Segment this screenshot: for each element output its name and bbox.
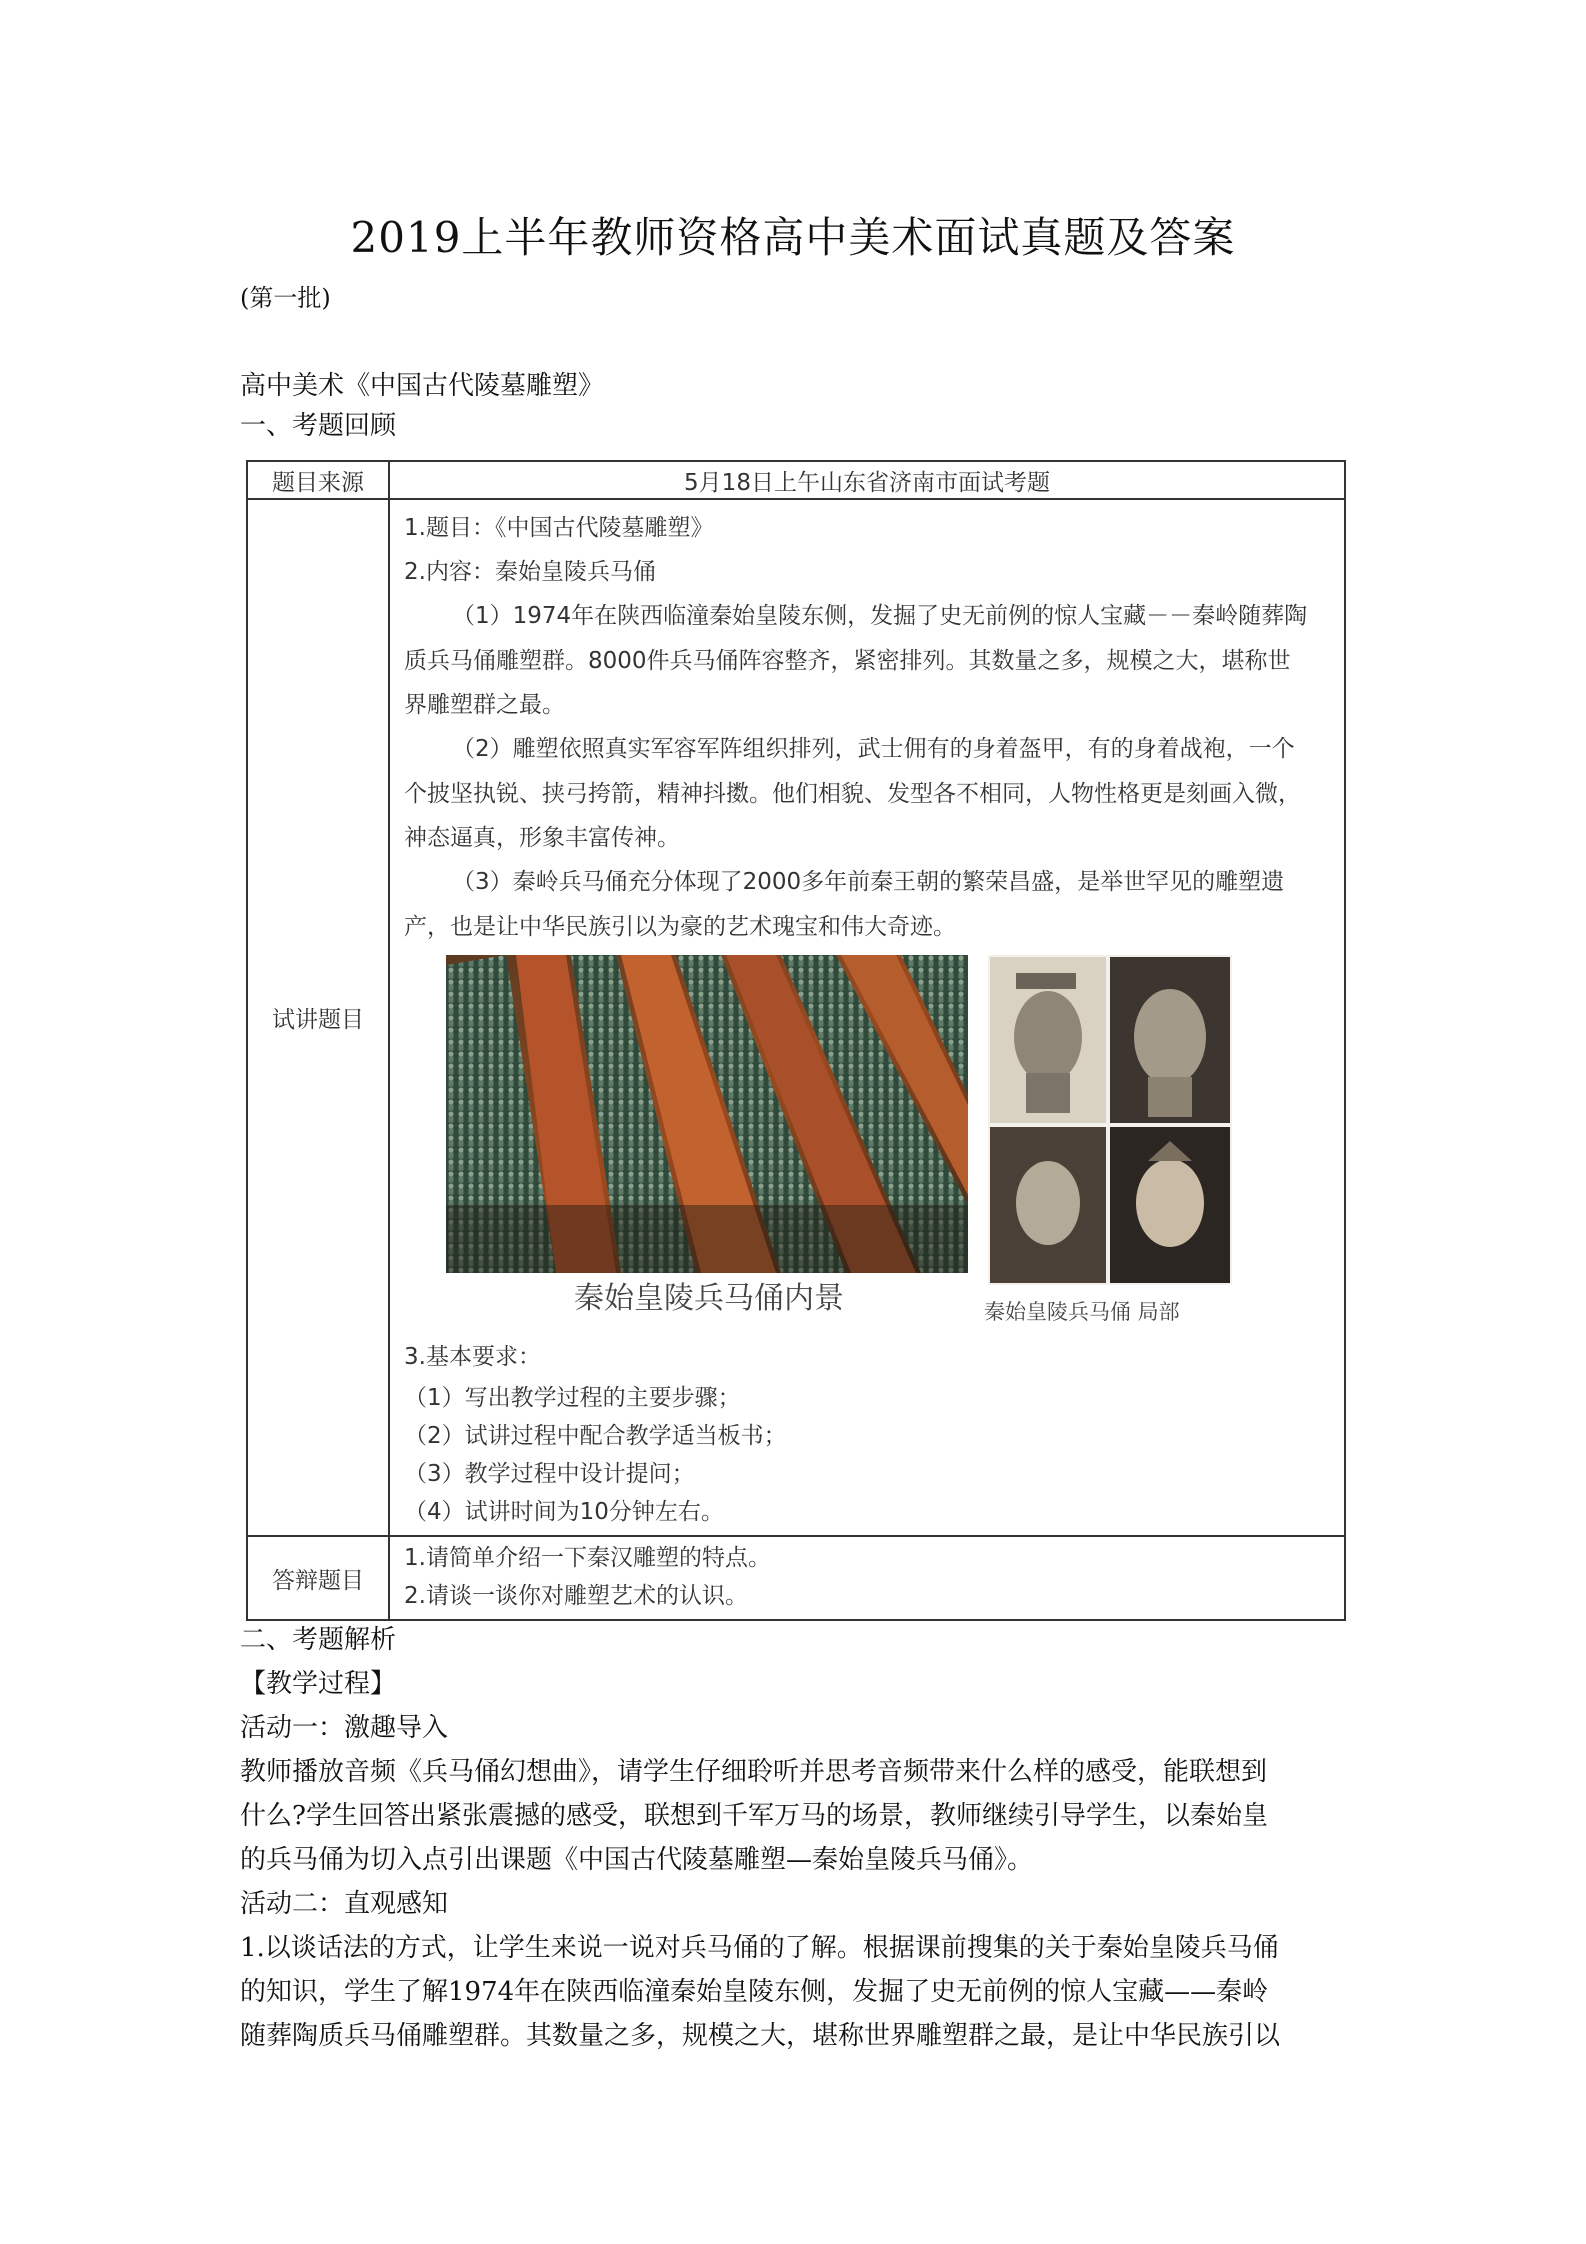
terracotta-warrior-heads-photo [988, 955, 1232, 1285]
lecture-label: 试讲题目 [247, 499, 389, 1536]
activity-2-line-3: 随葬陶质兵马俑雕塑群。其数量之多，规模之大，堪称世界雕塑群之最，是让中华民族引以 [240, 2021, 1281, 2051]
paragraph-2a: （2）雕塑依照真实军容军阵组织排列，武士佣有的身着盔甲，有的身着战袍，一个 [452, 736, 1295, 762]
requirement-1: （1）写出教学过程的主要步骤； [404, 1385, 741, 1411]
page-title: 2019上半年教师资格高中美术面试真题及答案 [350, 213, 1236, 262]
activity-2-heading: 活动二：直观感知 [240, 1889, 449, 1919]
topic-line: 1.题目：《中国古代陵墓雕塑》 [404, 515, 714, 541]
paragraph-3b: 产，也是让中华民族引以为豪的艺术瑰宝和伟大奇迹。 [404, 914, 956, 940]
requirement-2: （2）试讲过程中配合教学适当板书； [404, 1423, 787, 1449]
defense-question-1: 1.请简单介绍一下秦汉雕塑的特点。 [404, 1545, 771, 1571]
caption-main-photo: 秦始皇陵兵马俑内景 [574, 1281, 844, 1316]
paragraph-2b: 个披坚执锐、挟弓挎箭，精神抖擞。他们相貌、发型各不相同，人物性格更是刻画入微， [404, 781, 1301, 807]
activity-1-line-1: 教师播放音频《兵马俑幻想曲》，请学生仔细聆听并思考音频带来什么样的感受，能联想到 [240, 1757, 1268, 1787]
analysis-section [240, 1618, 1360, 2058]
paragraph-1a: （1）1974年在陕西临潼秦始皇陵东侧，发掘了史无前例的惊人宝藏－－秦岭随葬陶 [452, 603, 1308, 629]
paragraph-2c: 神态逼真，形象丰富传神。 [404, 825, 680, 851]
activity-1-heading: 活动一：激趣导入 [240, 1713, 449, 1743]
course-title: 高中美术《中国古代陵墓雕塑》 [240, 371, 605, 401]
image-row [404, 955, 1332, 1335]
section-heading-analysis: 二、考题解析 [240, 1625, 397, 1655]
source-value: 5月18日上午山东省济南市面试考题 [389, 461, 1345, 499]
defense-label: 答辩题目 [247, 1536, 389, 1620]
activity-1-line-2: 什么?学生回答出紧张震撼的感受，联想到千军万马的场景，教师继续引导学生，以秦始皇 [240, 1801, 1268, 1831]
defense-content [389, 1536, 1345, 1620]
lecture-content [389, 499, 1345, 1536]
question-table [246, 460, 1346, 1621]
paragraph-1c: 界雕塑群之最。 [404, 692, 565, 718]
requirements-title: 3.基本要求： [404, 1344, 541, 1370]
paragraph-1b: 质兵马俑雕塑群。8000件兵马俑阵容整齐，紧密排列。其数量之多，规模之大，堪称世 [404, 648, 1291, 674]
paragraph-3a: （3）秦岭兵马俑充分体现了2000多年前秦王朝的繁荣昌盛，是举世罕见的雕塑遗 [452, 869, 1285, 895]
source-label: 题目来源 [247, 461, 389, 499]
terracotta-army-photo [446, 955, 968, 1273]
batch-label: (第一批) [240, 284, 331, 312]
requirement-4: （4）试讲时间为10分钟左右。 [404, 1499, 724, 1525]
activity-1-line-3: 的兵马俑为切入点引出课题《中国古代陵墓雕塑—秦始皇陵兵马俑》。 [240, 1845, 1034, 1875]
caption-detail-photo: 秦始皇陵兵马俑 局部 [984, 1300, 1180, 1324]
teaching-process-heading: 【教学过程】 [240, 1669, 397, 1699]
content-line: 2.内容：秦始皇陵兵马俑 [404, 559, 656, 585]
activity-2-line-1: 1.以谈话法的方式，让学生来说一说对兵马俑的了解。根据课前搜集的关于秦始皇陵兵马俑 [240, 1933, 1279, 1963]
requirement-3: （3）教学过程中设计提问； [404, 1461, 695, 1487]
section-heading-review: 一、考题回顾 [240, 411, 397, 441]
defense-question-2: 2.请谈一谈你对雕塑艺术的认识。 [404, 1583, 748, 1609]
activity-2-line-2: 的知识，学生了解1974年在陕西临潼秦始皇陵东侧，发掘了史无前例的惊人宝藏——秦岭 [240, 1977, 1269, 2007]
